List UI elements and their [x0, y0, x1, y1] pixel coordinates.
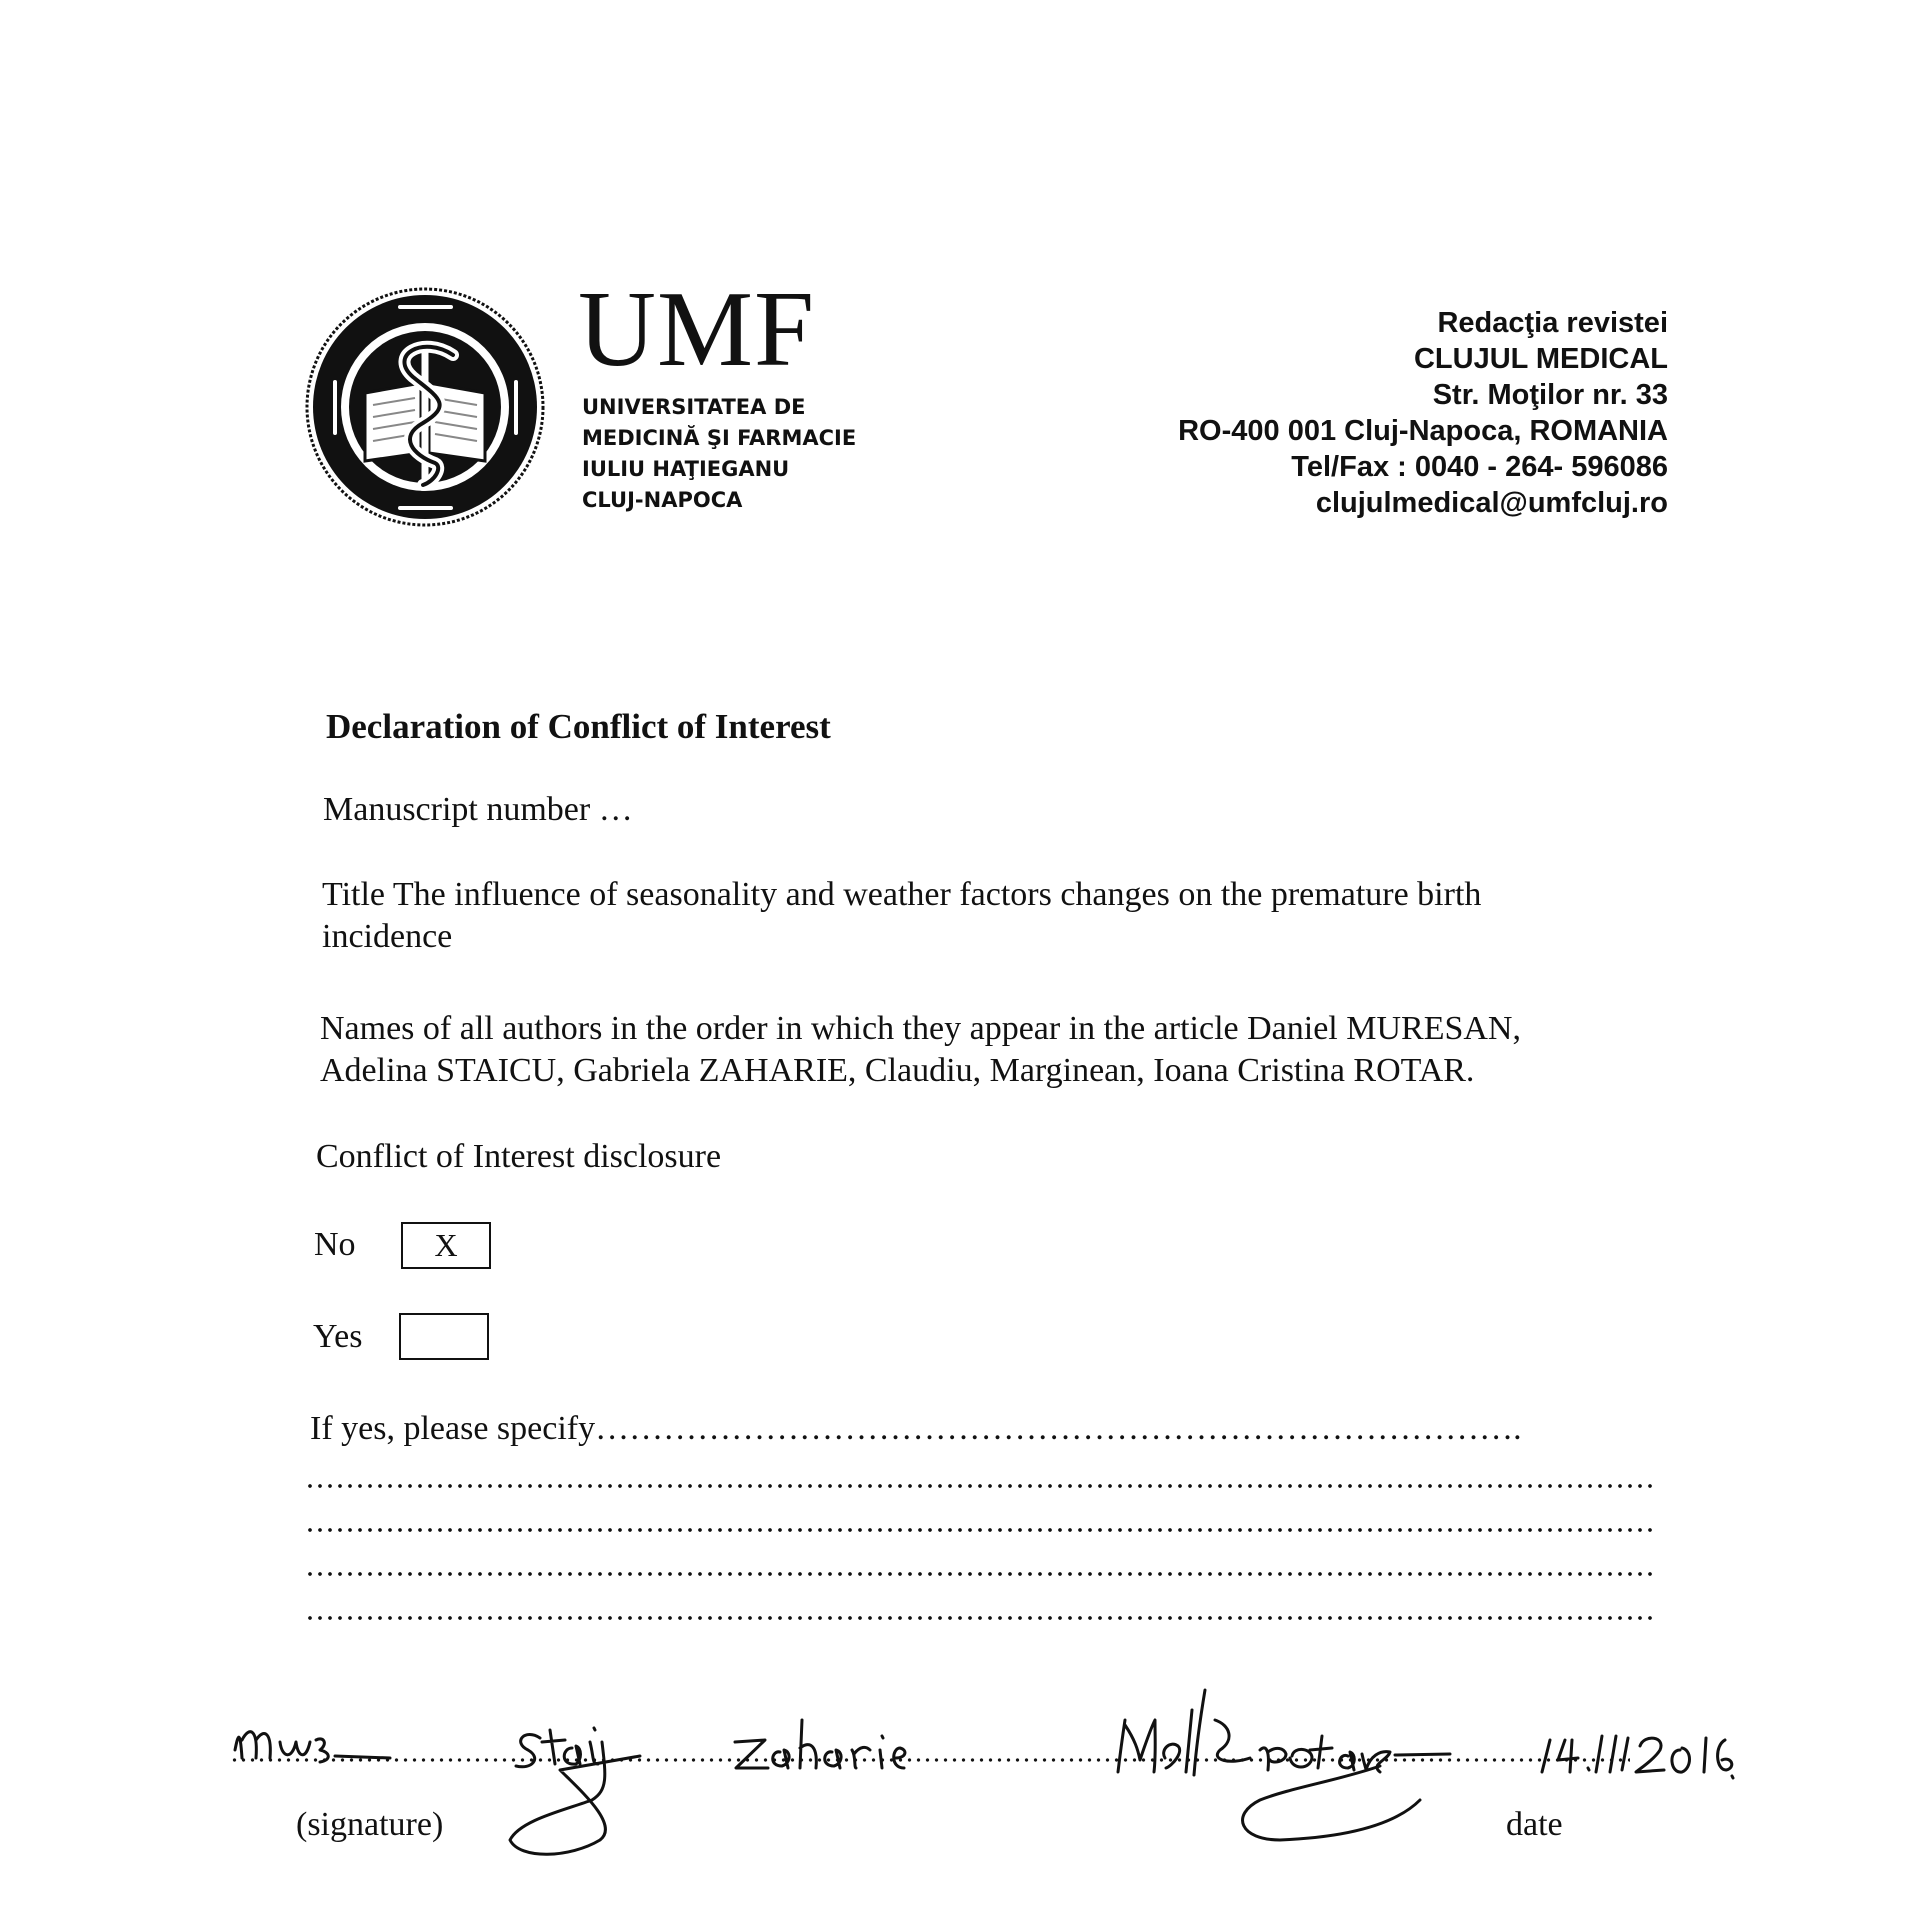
title-line: incidence	[322, 918, 453, 955]
specify-dotted-line[interactable]	[305, 1572, 1655, 1576]
specify-dotted-line[interactable]	[305, 1616, 1655, 1620]
no-checkbox[interactable]: X	[401, 1222, 491, 1269]
university-line: UNIVERSITATEA DE	[582, 395, 806, 419]
date-label: date	[1506, 1806, 1563, 1843]
handwritten-signatures	[220, 1680, 1800, 1860]
specify-dotted-line[interactable]	[305, 1484, 1655, 1488]
yes-label: Yes	[313, 1318, 363, 1355]
no-label: No	[314, 1226, 356, 1263]
coi-heading: Conflict of Interest disclosure	[316, 1138, 722, 1175]
title-line: Title The influence of seasonality and weather factors changes on the premature birth	[322, 876, 1482, 913]
authors-line: Names of all authors in the order in which they appear in the article Daniel MURESAN,	[320, 1010, 1521, 1047]
journal-address	[1178, 305, 1668, 521]
address-line: Tel/Fax : 0040 - 264- 596086	[1291, 451, 1668, 483]
manuscript-title	[322, 874, 1481, 958]
university-line: CLUJ-NAPOCA	[582, 488, 743, 512]
address-line: CLUJUL MEDICAL	[1413, 343, 1668, 375]
address-line: Str. Moţilor nr. 33	[1432, 379, 1668, 411]
address-line: Redacţia revistei	[1437, 307, 1668, 339]
university-seal-icon	[303, 285, 548, 530]
yes-checkbox[interactable]	[399, 1313, 489, 1360]
address-line: RO-400 001 Cluj-Napoca, ROMANIA	[1178, 415, 1668, 447]
authors-list	[320, 1008, 1521, 1092]
manuscript-number: Manuscript number …	[323, 791, 633, 828]
signature-label: (signature)	[296, 1806, 444, 1843]
document-title: Declaration of Conflict of Interest	[326, 707, 831, 746]
university-line: IULIU HAŢIEGANU	[582, 457, 790, 481]
university-name	[582, 392, 856, 516]
authors-line: Adelina STAICU, Gabriela ZAHARIE, Claudiu, Marginean, Ioana Cristina ROTAR.	[320, 1052, 1475, 1089]
address-email: clujulmedical@umfcluj.ro	[1315, 487, 1668, 519]
university-line: MEDICINĂ ŞI FARMACIE	[582, 426, 857, 450]
specify-label: If yes, please specify……………………………………………………………………….	[310, 1410, 1522, 1447]
logo-umf-text: UMF	[578, 270, 816, 389]
specify-dotted-line[interactable]	[305, 1528, 1655, 1532]
